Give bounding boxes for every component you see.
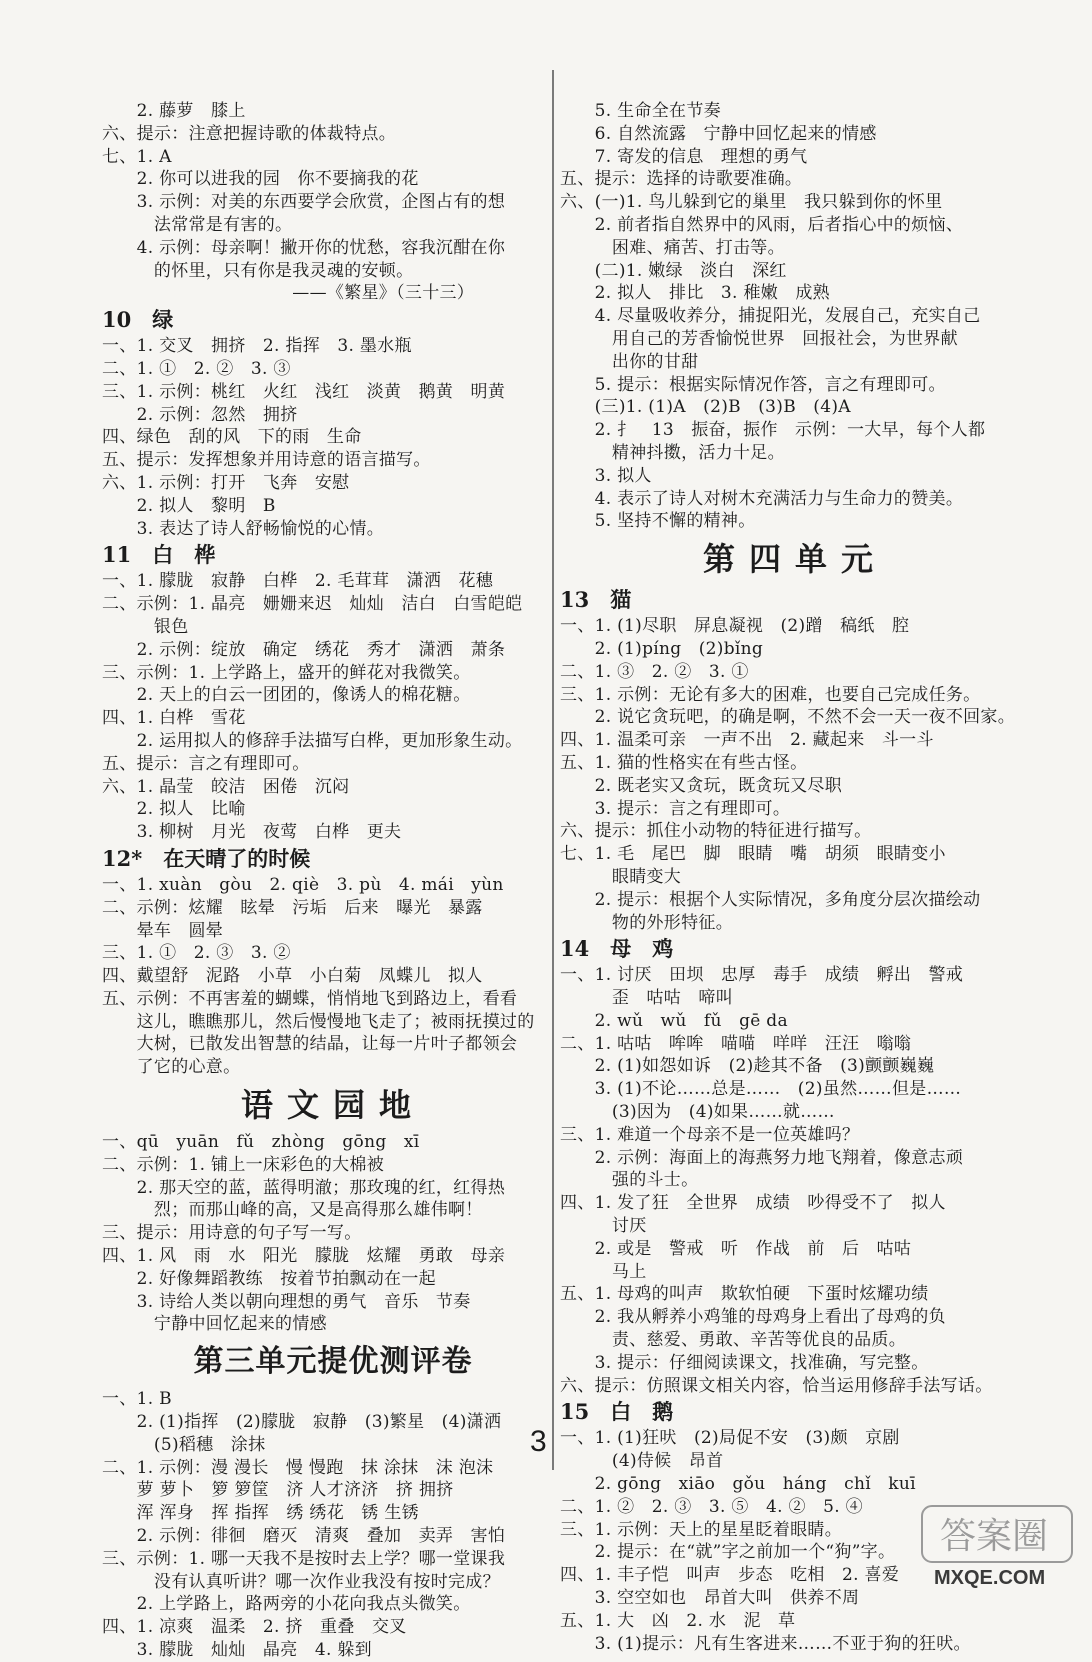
answer-line: 这儿，瞧瞧那儿，然后慢慢地飞走了；被雨抚摸过的 (102, 1011, 535, 1032)
answer-line: 二、示例：1. 铺上一床彩色的大棉被 (102, 1154, 385, 1175)
answer-line: 3. 示例：对美的东西要学会欣赏，企图占有的想 (102, 192, 506, 213)
answer-line: 四、绿色 刮的风 下的雨 生命 (102, 427, 362, 448)
answer-line: 2. 前者指自然界中的风雨，后者指心中的烦恼、 (560, 214, 964, 235)
answer-line: 三、示例：1. 上学路上，盛开的鲜花对我微笑。 (102, 662, 471, 683)
answer-line: 5. 坚持不懈的精神。 (560, 511, 756, 532)
answer-line: (4)侍候 昂首 (560, 1451, 724, 1472)
lesson-heading: 15 白 鹅 (560, 1399, 674, 1425)
answer-line: 银色 (102, 616, 189, 637)
answer-line: ——《繁星》（三十三） (102, 283, 475, 304)
answer-line: 3. 拟人 (560, 465, 652, 486)
answer-line: 2. (1)指挥 (2)朦胧 寂静 (3)繁星 (4)潇洒 (102, 1412, 502, 1433)
answer-line: 三、1. ① 2. ③ 3. ② (102, 943, 291, 964)
right-column (560, 100, 1030, 1655)
answer-line: 三、1. 示例：天上的星星眨着眼睛。 (560, 1519, 843, 1540)
answer-line: 法常常是有害的。 (102, 214, 293, 235)
answer-line: 3. 提示：仔细阅读课文，找准确，写完整。 (560, 1352, 929, 1373)
answer-line: 五、提示：选择的诗歌要准确。 (560, 169, 803, 190)
answer-line: 三、1. 示例：桃红 火红 浅红 淡黄 鹅黄 明黄 (102, 381, 506, 402)
lesson-heading: 13 猫 (560, 587, 632, 613)
answer-line: 责、慈爱、勇敢、辛苦等优良的品质。 (560, 1330, 906, 1351)
answer-line: 2. 那天空的蓝，蓝得明澈；那玫瑰的红，红得热 (102, 1177, 506, 1198)
left-column (102, 100, 564, 1662)
answer-line: 三、1. 示例：无论有多大的困难，也要自己完成任务。 (560, 684, 981, 705)
answer-line: 四、1. 丰子恺 叫声 步态 吃相 2. 喜爱 (560, 1565, 900, 1586)
answer-line: 2. 拟人 黎明 B (102, 495, 276, 516)
answer-line: 四、1. 白桦 雪花 (102, 708, 246, 729)
answer-line: 6. 自然流露 宁静中回忆起来的情感 (560, 123, 877, 144)
svg-text:答案圈: 答案圈 (940, 1516, 1049, 1557)
answer-line: (三)1. (1)A (2)B (3)B (4)A (560, 397, 851, 418)
answer-line: 出你的甘甜 (560, 351, 699, 372)
answer-line: 四、戴望舒 泥路 小草 小白菊 凤蝶儿 拟人 (102, 966, 483, 987)
answer-line: 3. 柳树 月光 夜莺 白桦 更夫 (102, 822, 402, 843)
answer-line: 2. 运用拟人的修辞手法描写白桦，更加形象生动。 (102, 730, 523, 751)
answer-line: 3. (1)不论……总是…… (2)虽然……但是…… (560, 1079, 962, 1100)
answer-line: 二、1. ① 2. ② 3. ③ (102, 358, 291, 379)
answer-line: 歪 咕咕 啼叫 (560, 988, 733, 1009)
answer-line: 六、1. 晶莹 皎洁 困倦 沉闷 (102, 776, 350, 797)
answer-line: 2. 或是 警戒 听 作战 前 后 咕咕 (560, 1238, 912, 1259)
answer-line: 一、1. 交叉 拥挤 2. 指挥 3. 墨水瓶 (102, 336, 412, 357)
answer-line: 3. 诗给人类以朝向理想的勇气 音乐 节奏 (102, 1291, 471, 1312)
answer-line: 困难、痛苦、打击等。 (560, 237, 785, 258)
answer-line: 七、1. A (102, 146, 172, 167)
answer-line: 三、提示：用诗意的句子写一写。 (102, 1223, 362, 1244)
answer-line: 三、示例：1. 哪一天我不是按时去上学？哪一堂课我 (102, 1548, 506, 1569)
answer-line: 六、1. 示例：打开 飞奔 安慰 (102, 472, 350, 493)
answer-line: 六、(一)1. 鸟儿躲到它的巢里 我只躲到你的怀里 (560, 192, 943, 213)
answer-line: 六、提示：抓住小动物的特征进行描写。 (560, 821, 872, 842)
answer-line: 2. 藤萝 膝上 (102, 101, 246, 121)
answer-line: 2. 提示：在“就”字之前加一个“狗”字。 (560, 1542, 896, 1563)
answer-line: 3. (1)提示：凡有生客进来……不亚于狗的狂吠。 (560, 1633, 971, 1654)
answer-line: 七、1. 毛 尾巴 脚 眼睛 嘴 胡须 眼睛变小 (560, 844, 946, 865)
answer-line: (5)稻穗 涂抹 (102, 1434, 266, 1455)
lesson-heading: 11 白 桦 (102, 542, 216, 568)
answer-line: 2. 示例：忽然 拥挤 (102, 404, 298, 425)
answer-line: 萝 萝卜 箩 箩筐 济 人才济济 挤 拥挤 (102, 1480, 454, 1501)
answer-line: 宁静中回忆起来的情感 (102, 1314, 327, 1335)
unit-title: 语文园地 (240, 1086, 425, 1125)
lesson-heading: 10 绿 (102, 307, 174, 333)
answer-line: 眼睛变大 (560, 866, 682, 887)
watermark-icon (920, 1500, 1080, 1592)
answer-line: 2. 说它贪玩吧，的确是啊，不然不会一天一夜不回家。 (560, 707, 1016, 728)
answer-line: 大树，已散发出智慧的结晶，让每一片叶子都领会 (102, 1034, 518, 1055)
answer-line: 一、1. xuàn gòu 2. qiè 3. pù 4. mái yùn (102, 874, 504, 895)
answer-line: 2. 天上的白云一团团的，像诱人的棉花糖。 (102, 685, 471, 706)
answer-line: 五、提示：发挥想象并用诗意的语言描写。 (102, 450, 431, 471)
answer-line: 二、1. ② 2. ③ 3. ⑤ 4. ② 5. ④ (560, 1496, 863, 1517)
answer-line: 2. wǔ wǔ fǔ gē da (560, 1010, 788, 1031)
answer-line: 五、1. 大 凶 2. 水 泥 草 (560, 1610, 796, 1631)
answer-line: 2. (1)píng (2)bǐng (560, 638, 764, 659)
answer-line: 物的外形特征。 (560, 912, 733, 933)
answer-line: 五、示例：不再害羞的蝴蝶，悄悄地飞到路边上，看看 (102, 988, 518, 1009)
answer-line: 没有认真听讲？哪一次作业我没有按时完成？ (102, 1571, 500, 1592)
page-number: 3 (530, 1425, 547, 1458)
answer-line: 2. 拟人 排比 3. 稚嫩 成熟 (560, 283, 830, 304)
answer-line: 五、提示：言之有理即可。 (102, 753, 310, 774)
answer-line: 2. 提示：根据个人实际情况，多角度分层次描绘动 (560, 889, 981, 910)
answer-line: 浑 浑身 挥 指挥 绣 绣花 锈 生锈 (102, 1503, 419, 1524)
answer-line: 2. 拟人 比喻 (102, 799, 246, 820)
answer-line: 5. 提示：根据实际情况作答，言之有理即可。 (560, 374, 946, 395)
answer-line: 四、1. 凉爽 温柔 2. 挤 重叠 交叉 (102, 1617, 407, 1638)
answer-line: 3. 提示：言之有理即可。 (560, 798, 791, 819)
answer-line: 五、1. 猫的性格实在有些古怪。 (560, 752, 808, 773)
answer-line: 二、1. 示例：漫 漫长 慢 慢跑 抹 涂抹 沫 泡沫 (102, 1457, 494, 1478)
answer-line: 3. 表达了诗人舒畅愉悦的心情。 (102, 518, 385, 539)
answer-line: 四、1. 发了狂 全世界 成绩 吵得受不了 拟人 (560, 1193, 946, 1214)
answer-line: 2. 示例：徘徊 磨灭 清爽 叠加 卖弄 害怕 (102, 1526, 506, 1547)
answer-line: 7. 寄发的信息 理想的勇气 (560, 146, 808, 167)
answer-line: 2. 我从孵养小鸡雏的母鸡身上看出了母鸡的负 (560, 1307, 946, 1328)
unit-title: 第四单元 (702, 540, 887, 579)
answer-line: (3)因为 (4)如果……就…… (560, 1102, 835, 1123)
answer-line: 2. gōng xiāo gǒu háng chǐ kuī (560, 1474, 916, 1495)
answer-line: 二、示例：1. 晶亮 姗姗来迟 灿灿 洁白 白雪皑皑 (102, 594, 523, 615)
answer-line: 精神抖擞，活力十足。 (560, 442, 785, 463)
answer-line: 4. 尽量吸收养分，捕捉阳光，发展自己，充实自己 (560, 306, 981, 327)
answer-line: 晕车 圆晕 (102, 920, 224, 941)
answer-line: 2. 示例：绽放 确定 绣花 秀才 潇洒 萧条 (102, 639, 506, 660)
answer-line: 3. 空空如也 昂首大叫 供养不周 (560, 1588, 860, 1609)
answer-line: 六、提示：仿照课文相关内容，恰当运用修辞手法写话。 (560, 1375, 993, 1396)
answer-line: 2. 上学路上，路两旁的小花向我点头微笑。 (102, 1594, 471, 1615)
answer-line: 了它的心意。 (102, 1057, 241, 1078)
answer-line: 一、1. 讨厌 田坝 忠厚 毒手 成绩 孵出 警戒 (560, 965, 964, 986)
answer-line: 2. 既老实又贪玩，既贪玩又尽职 (560, 775, 843, 796)
answer-line: 二、示例：炫耀 眩晕 污垢 后来 曝光 暴露 (102, 897, 483, 918)
lesson-heading: 14 母 鸡 (560, 936, 674, 962)
answer-line: 3. 朦胧 灿灿 晶亮 4. 躲到 (102, 1640, 372, 1661)
answer-line: 5. 生命全在节奏 (560, 101, 721, 121)
lesson-heading: 12* 在天晴了的时候 (102, 845, 311, 871)
answer-line: 四、1. 温柔可亲 一声不出 2. 藏起来 斗一斗 (560, 730, 934, 751)
unit-title: 第三单元提优测评卷 (193, 1344, 473, 1380)
answer-line: 一、1. 朦胧 寂静 白桦 2. 毛茸茸 潇洒 花穗 (102, 571, 494, 592)
answer-line: 2. 示例：海面上的海燕努力地飞翔着，像意志顽 (560, 1147, 964, 1168)
answer-line: 用自己的芳香愉悦世界 回报社会，为世界献 (560, 328, 958, 349)
answer-line: 五、1. 母鸡的叫声 欺软怕硬 下蛋时炫耀功绩 (560, 1284, 929, 1305)
answer-line: 六、提示：注意把握诗歌的体裁特点。 (102, 123, 397, 144)
answer-line: 强的斗士。 (560, 1170, 699, 1191)
watermark-logo (920, 1500, 1080, 1592)
answer-line: 一、1. (1)狂吠 (2)局促不安 (3)颇 京剧 (560, 1428, 900, 1449)
answer-line: 烈；而那山峰的高，又是高得那么雄伟啊！ (102, 1200, 483, 1221)
answer-line: 一、1. (1)尽职 屏息凝视 (2)蹭 稿纸 腔 (560, 616, 910, 637)
answer-line: 2. (1)如怨如诉 (2)趁其不备 (3)颤颤巍巍 (560, 1056, 935, 1077)
answer-line: 4. 表示了诗人对树木充满活力与生命力的赞美。 (560, 488, 964, 509)
answer-line: (二)1. 嫩绿 淡白 深红 (560, 260, 787, 281)
answer-line: 马上 (560, 1261, 647, 1282)
answer-line: 2. 你可以进我的园 你不要摘我的花 (102, 169, 419, 190)
answer-line: 一、1. B (102, 1389, 172, 1410)
watermark-text: MXQE.COM (934, 1567, 1046, 1589)
answer-line: 2. 扌 13 振奋，振作 示例：一大早，每个人都 (560, 420, 986, 441)
answer-line: 2. 好像舞蹈教练 按着节拍飘动在一起 (102, 1268, 436, 1289)
answer-line: 讨厌 (560, 1216, 647, 1237)
answer-line: 的怀里，只有你是我灵魂的安顿。 (102, 260, 414, 281)
answer-line: 二、1. 咕咕 哞哞 喵喵 咩咩 汪汪 嗡嗡 (560, 1033, 912, 1054)
answer-line: 二、1. ③ 2. ② 3. ① (560, 661, 749, 682)
answer-line: 4. 示例：母亲啊！撇开你的忧愁，容我沉酣在你 (102, 237, 506, 258)
answer-line: 一、qū yuān fǔ zhòng gōng xī (102, 1132, 420, 1153)
answer-line: 四、1. 风 雨 水 阳光 朦胧 炫耀 勇敢 母亲 (102, 1246, 506, 1267)
answer-line: 三、1. 难道一个母亲不是一位英雄吗？ (560, 1124, 860, 1145)
